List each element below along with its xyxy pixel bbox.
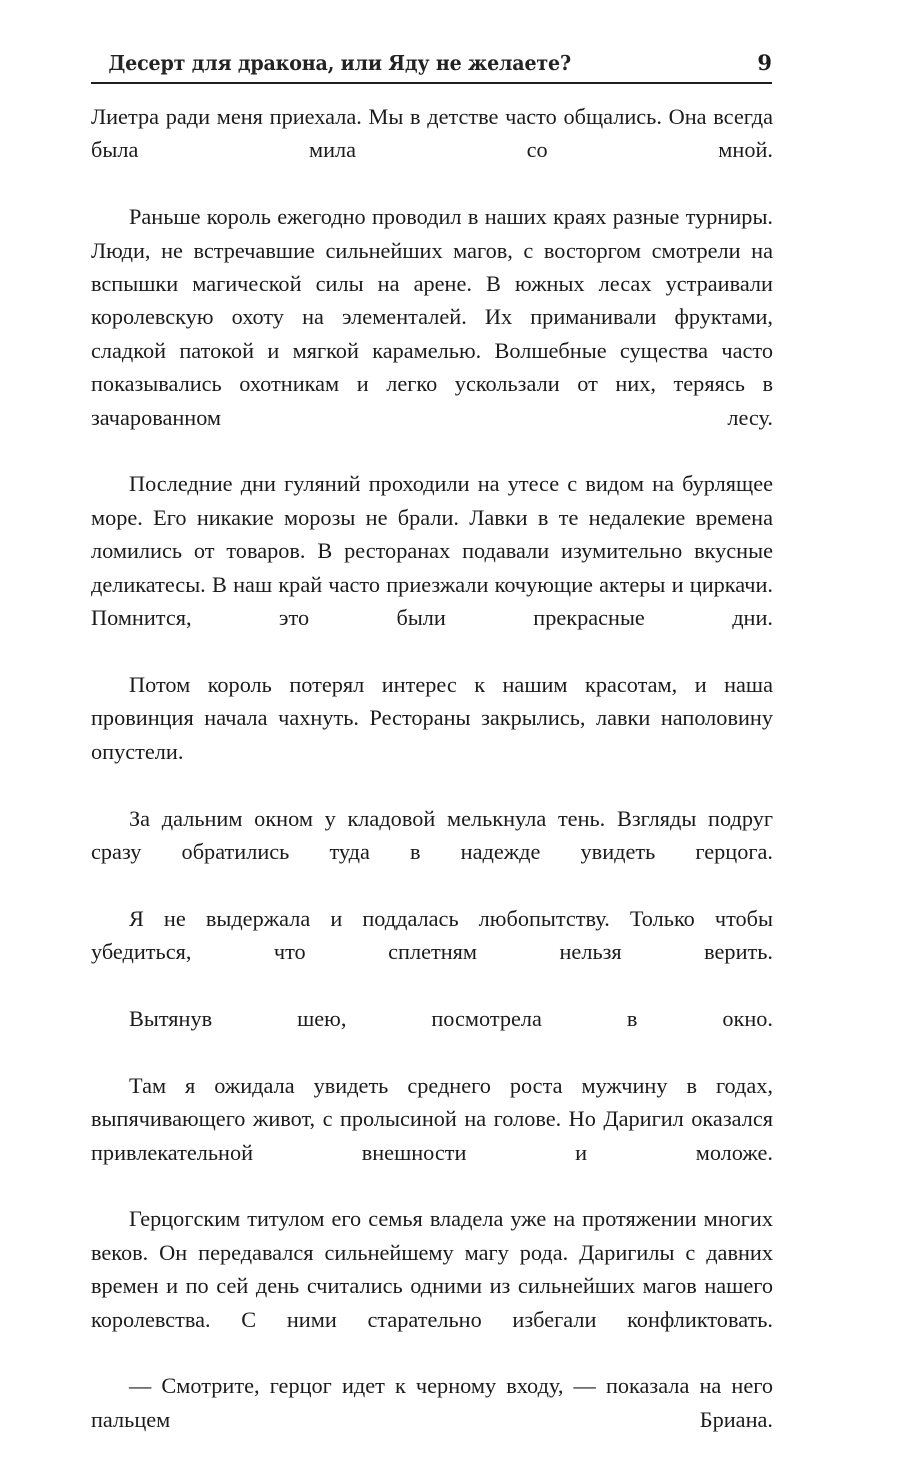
running-head: [91, 50, 772, 75]
paragraph: Раньше король ежегодно проводил в наших краях разные турниры. Люди, не встречавшие сильнейших магов, с восторгом смотрели на вспышки магической силы на арене. В южных лесах устраивали королевскую охоту на элементалей. Их приманивали фруктами, сладкой патокой и мягкой карамелью. Волшебные существа часто показывались охотникам и легко ускользали от них, теряясь в зачарованном лесу.: [91, 204, 773, 430]
paragraph: Лиетра ради меня приехала. Мы в детстве часто общались. Она всегда была мила со мной.: [91, 104, 773, 163]
paragraph: Вытянув шею, посмотрела в окно.: [129, 1005, 773, 1031]
paragraph: Я не выдержала и поддалась любопытству. Только чтобы убедиться, что сплетням нельзя верить.: [91, 905, 773, 965]
paragraph: Там я ожидала увидеть среднего роста мужчину в годах, выпячивающего живот, с пролысиной на голове. Но Даригил оказался привлекательной внешности и моложе.: [91, 1072, 773, 1165]
paragraph: Потом король потерял интерес к нашим красотам, и наша провинция начала чахнуть. Рестораны закрылись, лавки наполовину опустели.: [91, 671, 773, 764]
paragraph: — Смотрите, герцог идет к черному входу, — показала на него пальцем Бриана.: [91, 1373, 773, 1432]
page-number: 9: [757, 50, 772, 75]
header-rule: [91, 82, 772, 84]
paragraph: Герцогским титулом его семья владела уже на протяжении многих веков. Он передавался сильнейшему магу рода. Даригилы с давних времен и по сей день считались одними из сильнейших магов нашего королевства. С ними старательно избегали конфликтовать.: [91, 1206, 773, 1332]
paragraph: Последние дни гуляний проходили на утесе с видом на бурлящее море. Его никакие морозы не брали. Лавки в те недалекие времена ломились от товаров. В ресторанах подавали изумительно вкусные деликатесы. В наш край часто приезжали кочующие актеры и циркачи. Помнится, это были прекрасные дни.: [91, 471, 773, 631]
running-head-title: Десерт для дракона, или Яду не желаете?: [108, 51, 571, 75]
body-text-block: [91, 100, 773, 1470]
paragraph: За дальним окном у кладовой мелькнула тень. Взгляды подруг сразу обратились туда в надежде увидеть герцога.: [91, 805, 773, 864]
